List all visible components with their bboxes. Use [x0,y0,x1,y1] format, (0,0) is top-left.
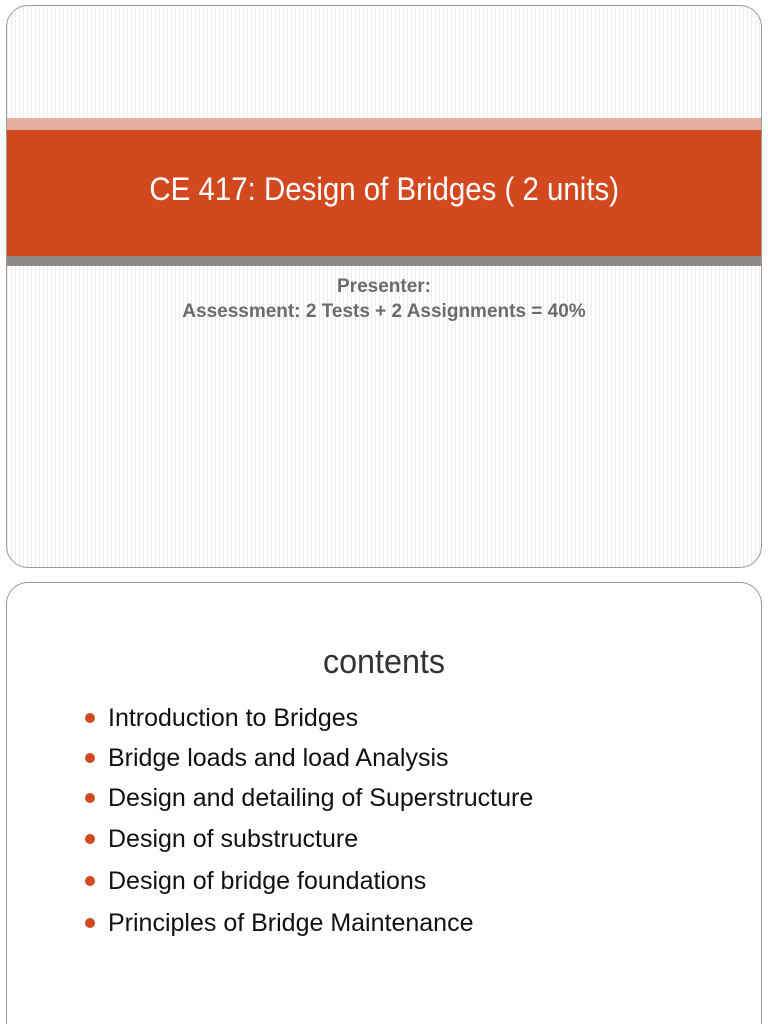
contents-item-label: Bridge loads and load Analysis [108,744,449,772]
title-band-top-stripe [7,118,761,130]
contents-item-label: Principles of Bridge Maintenance [108,909,474,937]
contents-slide [6,582,762,1024]
contents-list [83,698,533,944]
bullet-icon [85,753,95,763]
contents-item-label: Design and detailing of Superstructure [108,784,534,812]
contents-item-label: Design of substructure [108,825,359,853]
title-band [7,130,761,256]
bullet-icon [85,876,95,886]
contents-item [83,860,533,902]
subtitle-block [7,274,761,324]
contents-item [83,738,533,778]
bullet-icon [85,834,95,844]
contents-item [83,698,533,738]
assessment-text: Assessment: 2 Tests + 2 Assignments = 40% [182,301,586,322]
title-band-bottom-stripe [7,256,761,266]
contents-item-label: Design of bridge foundations [108,867,427,895]
presenter-label: Presenter: [337,276,431,297]
bullet-icon [85,918,95,928]
contents-item [83,902,533,944]
slide-title: CE 417: Design of Bridges ( 2 units) [149,170,619,207]
bullet-icon [85,793,95,803]
title-slide [6,5,762,568]
contents-heading: contents [322,643,446,681]
contents-item [83,818,533,860]
contents-item-label: Introduction to Bridges [108,704,359,732]
contents-item [83,778,533,818]
bullet-icon [85,713,95,723]
